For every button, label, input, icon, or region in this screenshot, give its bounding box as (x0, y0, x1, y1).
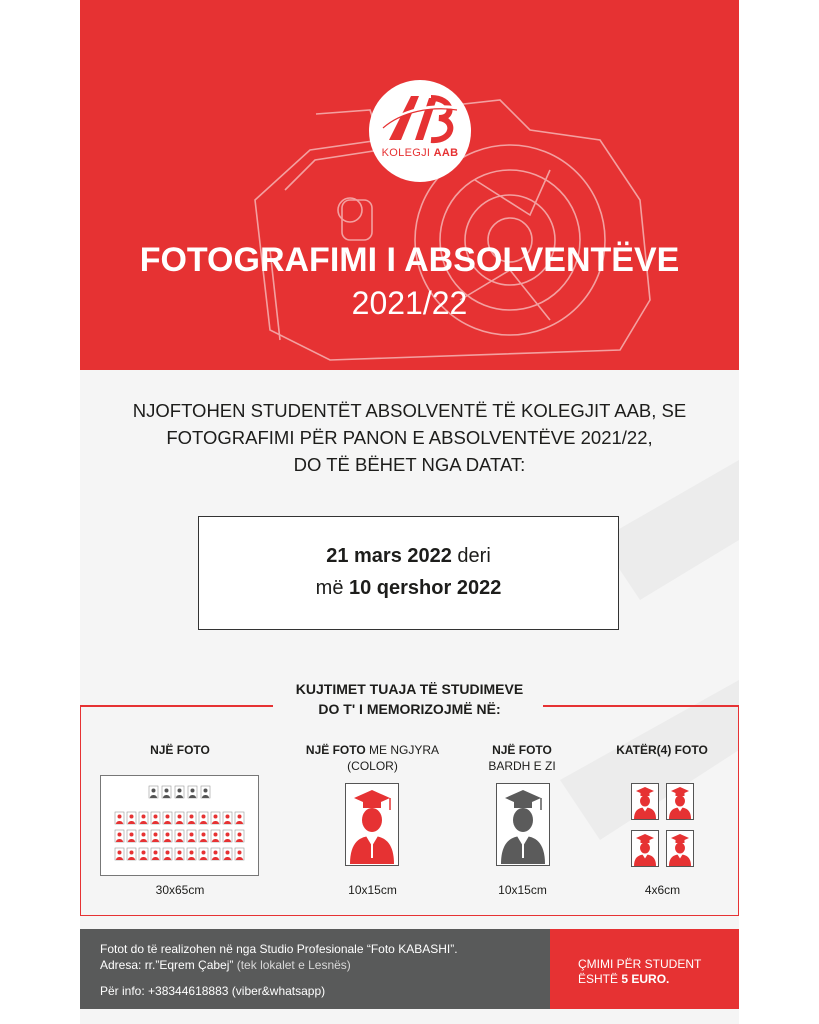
panorama-thumbnail (175, 848, 184, 860)
panorama-thumbnail (188, 786, 197, 798)
panorama-thumbnail (211, 812, 220, 824)
frame-top-right-line (543, 705, 738, 707)
date-end: më 10 qershor 2022 (315, 577, 502, 599)
memories-heading-line-1: KUJTIMET TUAJA TË STUDIMEVE (295, 681, 524, 697)
option-panorama-label: NJË FOTO (150, 743, 210, 757)
panorama-thumbnail (235, 848, 244, 860)
panorama-thumbnail (115, 848, 124, 860)
panorama-thumbnail (199, 812, 208, 824)
date-start: 21 mars 2022 deri (326, 545, 491, 567)
panorama-thumbnail (151, 812, 160, 824)
memories-heading-line-2: DO T' I MEMORIZOJMË NË: (318, 701, 501, 717)
panorama-thumbnail (187, 830, 196, 842)
frame-top-left-line (81, 705, 273, 707)
panorama-preview (100, 775, 259, 876)
option-bw-size: 10x15cm (498, 883, 547, 897)
panorama-thumbnail (235, 830, 244, 842)
panorama-thumbnail (187, 848, 196, 860)
graduate-small-icon-2 (667, 784, 693, 819)
footer-info (80, 929, 550, 1009)
panorama-thumbnail (163, 848, 172, 860)
price-text: ÇMIMI PËR STUDENT ËSHTË 5 EURO. (578, 957, 702, 986)
panorama-thumbnail (199, 848, 208, 860)
header-banner (80, 0, 739, 370)
panorama-thumbnail (127, 830, 136, 842)
color-photo-preview (345, 783, 399, 866)
small-photo-4 (666, 830, 694, 867)
small-photo-3 (631, 830, 659, 867)
panorama-thumbnail (223, 848, 232, 860)
graduate-bw-icon (497, 784, 549, 865)
announcement-line-3: DO TË BËHET NGA DATAT: (293, 454, 526, 475)
page-title: FOTOGRAFIMI I ABSOLVENTËVE (139, 241, 680, 279)
panorama-thumbnail (211, 848, 220, 860)
panorama-thumbnail (163, 812, 172, 824)
panorama-thumbnail (127, 812, 136, 824)
page-year: 2021/22 (351, 285, 468, 321)
footer-address-line: Adresa: rr.”Eqrem Çabej” (tek lokalet e Lesnës) (100, 958, 351, 972)
kolegji-aab-logo (369, 80, 471, 182)
panorama-thumbnail (199, 830, 208, 842)
option-color-size: 10x15cm (348, 883, 397, 897)
option-four-size: 4x6cm (644, 883, 681, 897)
panorama-thumbnail (163, 830, 172, 842)
option-four-label: KATËR(4) FOTO (616, 743, 708, 757)
announcement-line-1: NJOFTOHEN STUDENTËT ABSOLVENTË TË KOLEGJIT AAB, SE (132, 400, 687, 421)
panorama-thumbnail (187, 812, 196, 824)
panorama-thumbnail (223, 812, 232, 824)
panorama-thumbnail (151, 830, 160, 842)
panorama-thumbnail (235, 812, 244, 824)
date-range-box (198, 516, 619, 630)
panorama-thumbnail (139, 812, 148, 824)
panorama-thumbnail (149, 786, 158, 798)
aab-logo-mark-icon (381, 90, 459, 146)
bw-photo-preview (496, 783, 550, 866)
small-photo-2 (666, 783, 694, 820)
footer-contact-line: Për info: +38344618883 (viber&whatsapp) (100, 984, 326, 998)
graduate-small-icon-3 (632, 831, 658, 866)
announcement-line-2: FOTOGRAFIMI PËR PANON E ABSOLVENTËVE 2021/22, (166, 427, 653, 448)
panorama-thumbnail (139, 848, 148, 860)
graduate-small-icon-1 (632, 784, 658, 819)
announcement-text (80, 397, 739, 478)
graduate-color-icon (346, 784, 398, 865)
option-color-label: NJË FOTO ME NGJYRA (COLOR) (305, 743, 440, 773)
panorama-thumbnail (162, 786, 171, 798)
graduate-small-icon-4 (667, 831, 693, 866)
panorama-thumbnail (175, 812, 184, 824)
small-photo-1 (631, 783, 659, 820)
panorama-thumbnail (115, 830, 124, 842)
panorama-photo-grid (101, 776, 258, 875)
panorama-thumbnail (127, 848, 136, 860)
option-bw-label: NJË FOTO BARDH E ZI (488, 743, 556, 773)
logo-text: KOLEGJI AAB (381, 147, 459, 159)
panorama-thumbnail (175, 830, 184, 842)
footer-price (550, 929, 739, 1009)
panorama-thumbnail (115, 812, 124, 824)
panorama-thumbnail (223, 830, 232, 842)
footer-studio-line: Fotot do të realizohen në nga Studio Profesionale “Foto KABASHI”. (100, 942, 458, 956)
panorama-thumbnail (201, 786, 210, 798)
panorama-thumbnail (151, 848, 160, 860)
option-panorama-size: 30x65cm (155, 883, 205, 897)
panorama-thumbnail (211, 830, 220, 842)
panorama-thumbnail (175, 786, 184, 798)
panorama-thumbnail (139, 830, 148, 842)
